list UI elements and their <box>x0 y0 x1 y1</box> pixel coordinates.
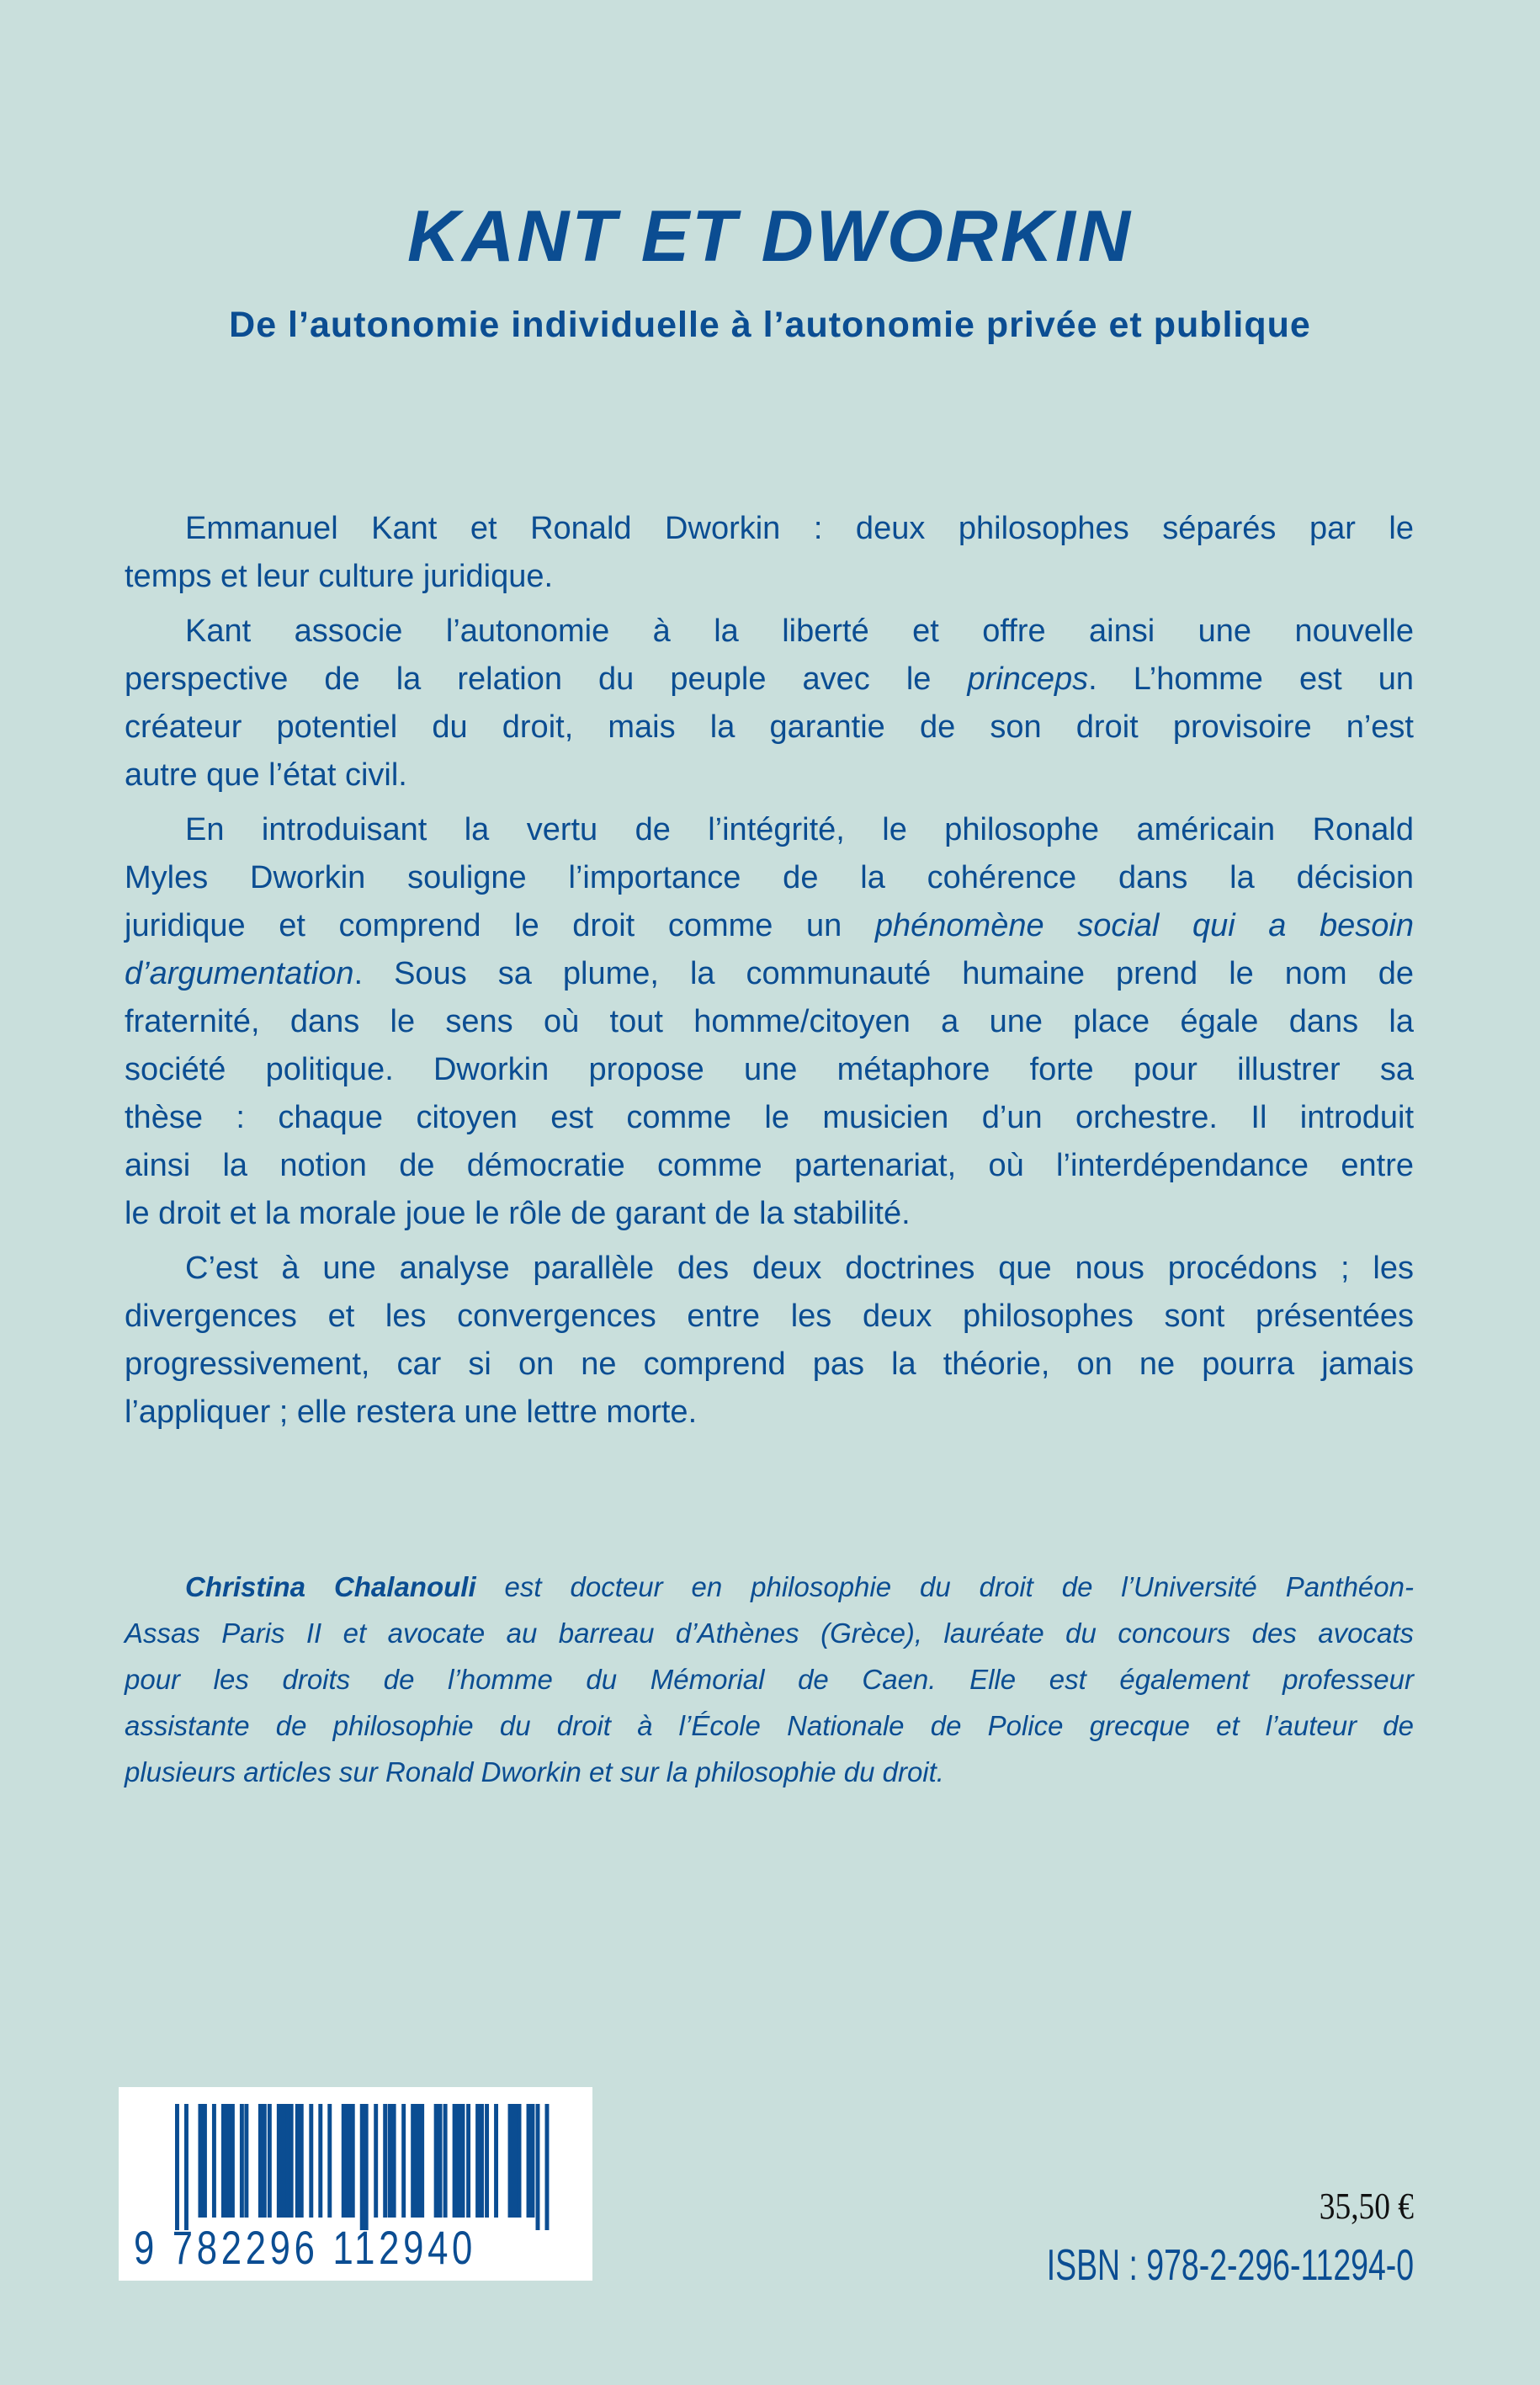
back-cover-summary <box>125 505 1414 1437</box>
barcode-bar <box>212 2104 216 2218</box>
author-name: Christina Chalanouli <box>185 1571 476 1602</box>
barcode-bar <box>401 2104 406 2218</box>
text-line <box>125 1094 1414 1142</box>
italic-text: princeps <box>967 661 1089 697</box>
text-line <box>125 950 1414 998</box>
text-segment: le droit et la morale joue le rôle de garant de la stabilité. <box>125 1196 911 1231</box>
text-line <box>125 608 1414 656</box>
paragraph <box>125 608 1414 799</box>
text-line <box>125 1389 1414 1437</box>
italic-text: d’argumentation <box>125 956 354 991</box>
text-segment: fraternité, dans le sens où tout homme/citoyen a une place égale dans la <box>125 1004 1414 1039</box>
barcode-bar <box>518 2104 522 2218</box>
book-title: KANT ET DWORKIN <box>407 196 1133 277</box>
text-line <box>125 1046 1414 1094</box>
text-line <box>125 1702 1414 1749</box>
text-segment: ainsi la notion de démocratie comme partenariat, où l’interdépendance entre <box>125 1148 1414 1183</box>
text-line <box>125 806 1414 854</box>
text-line <box>125 1564 1414 1610</box>
text-line <box>125 1610 1414 1656</box>
text-segment: plusieurs articles sur Ronald Dworkin et sur la philosophie du droit. <box>125 1756 944 1787</box>
barcode-bar <box>545 2104 550 2230</box>
text-segment: . Sous sa plume, la communauté humaine prend le nom de <box>353 956 1414 991</box>
text-line <box>125 704 1414 752</box>
text-line <box>125 1245 1414 1293</box>
barcode-bar <box>494 2104 498 2218</box>
text-segment: autre que l’état civil. <box>125 757 407 793</box>
text-line <box>125 553 1414 601</box>
barcode-bar <box>351 2104 355 2218</box>
text-line <box>125 1293 1414 1341</box>
barcode-bar <box>203 2104 207 2218</box>
barcode-bar <box>258 2104 267 2218</box>
text-segment: Kant associe l’autonomie à la liberté et offre ainsi une nouvelle <box>185 614 1414 649</box>
price: 35,50 € <box>1319 2186 1414 2227</box>
barcode-bar <box>268 2104 272 2218</box>
barcode-bar <box>277 2104 294 2218</box>
barcode <box>119 2087 592 2281</box>
text-line <box>125 1142 1414 1190</box>
barcode-bar <box>327 2104 332 2218</box>
barcode-bar <box>175 2104 179 2230</box>
text-segment: l’appliquer ; elle restera une lettre morte. <box>125 1394 698 1430</box>
text-segment: progressivement, car si on ne comprend pas la théorie, on ne pourra jamais <box>125 1347 1414 1382</box>
text-line <box>125 998 1414 1046</box>
text-segment: assistante de philosophie du droit à l’École Nationale de Police grecque et l’auteur de <box>125 1710 1414 1741</box>
text-segment: est docteur en philosophie du droit de l’Université Panthéon- <box>475 1571 1414 1602</box>
text-line <box>125 1749 1414 1795</box>
barcode-bars <box>175 2104 550 2230</box>
text-segment: Assas Paris II et avocate au barreau d’Athènes (Grèce), lauréate du concours des avocats <box>125 1617 1414 1649</box>
text-segment: créateur potentiel du droit, mais la garantie de son droit provisoire n’est <box>125 709 1414 745</box>
text-line <box>125 902 1414 950</box>
text-segment: C’est à une analyse parallèle des deux doctrines que nous procédons ; les <box>185 1251 1414 1286</box>
barcode-bar <box>453 2104 465 2218</box>
text-segment: pour les droits de l’homme du Mémorial de Caen. Elle est également professeur <box>125 1664 1414 1695</box>
paragraph <box>125 1245 1414 1437</box>
barcode-bar <box>309 2104 313 2218</box>
text-line <box>125 854 1414 902</box>
barcode-bar <box>536 2104 540 2230</box>
paragraph <box>125 505 1414 601</box>
text-line <box>125 1190 1414 1238</box>
italic-text: phénomène social qui a besoin <box>874 908 1414 943</box>
barcode-bar <box>475 2104 484 2218</box>
barcode-bar <box>286 2104 290 2218</box>
text-segment: . L’homme est un <box>1088 661 1414 697</box>
text-line <box>125 505 1414 553</box>
barcode-bar <box>434 2104 443 2218</box>
barcode-bar <box>240 2104 244 2218</box>
barcode-bar <box>295 2104 304 2218</box>
barcode-bar <box>527 2104 535 2218</box>
text-line <box>125 752 1414 799</box>
barcode-bar <box>244 2104 248 2218</box>
text-segment: Myles Dworkin souligne l’importance de la cohérence dans la décision <box>125 860 1414 895</box>
text-segment: temps et leur culture juridique. <box>125 559 554 594</box>
text-segment: thèse : chaque citoyen est comme le musicien d’un orchestre. Il introduit <box>125 1100 1414 1135</box>
text-segment: juridique et comprend le droit comme un <box>125 908 875 943</box>
barcode-digits: 9 782296 112940 <box>134 2221 477 2274</box>
barcode-bar <box>374 2104 378 2218</box>
text-segment: perspective de la relation du peuple avec le <box>125 661 968 697</box>
paragraph <box>125 806 1414 1238</box>
barcode-bar <box>383 2104 387 2218</box>
text-segment: En introduisant la vertu de l’intégrité, le philosophe américain Ronald <box>185 812 1414 847</box>
text-line <box>125 656 1414 704</box>
barcode-bar <box>485 2104 489 2218</box>
text-line <box>125 1656 1414 1702</box>
isbn: ISBN : 978-2-296-11294-0 <box>1046 2241 1414 2290</box>
barcode-bar <box>420 2104 424 2218</box>
barcode-bar <box>231 2104 235 2218</box>
barcode-bar <box>443 2104 448 2218</box>
book-subtitle: De l’autonomie individuelle à l’autonomie privée et publique <box>229 305 1311 345</box>
barcode-bar <box>466 2104 470 2218</box>
text-segment: société politique. Dworkin propose une métaphore forte pour illustrer sa <box>125 1052 1414 1087</box>
text-segment: divergences et les convergences entre les deux philosophes sont présentées <box>125 1299 1414 1334</box>
text-line <box>125 1341 1414 1389</box>
barcode-bar <box>318 2104 322 2218</box>
barcode-bar <box>388 2104 396 2218</box>
barcode-bar <box>360 2104 369 2230</box>
author-bio <box>125 1564 1414 1795</box>
text-segment: Emmanuel Kant et Ronald Dworkin : deux philosophes séparés par le <box>185 511 1414 546</box>
barcode-bar <box>184 2104 189 2230</box>
